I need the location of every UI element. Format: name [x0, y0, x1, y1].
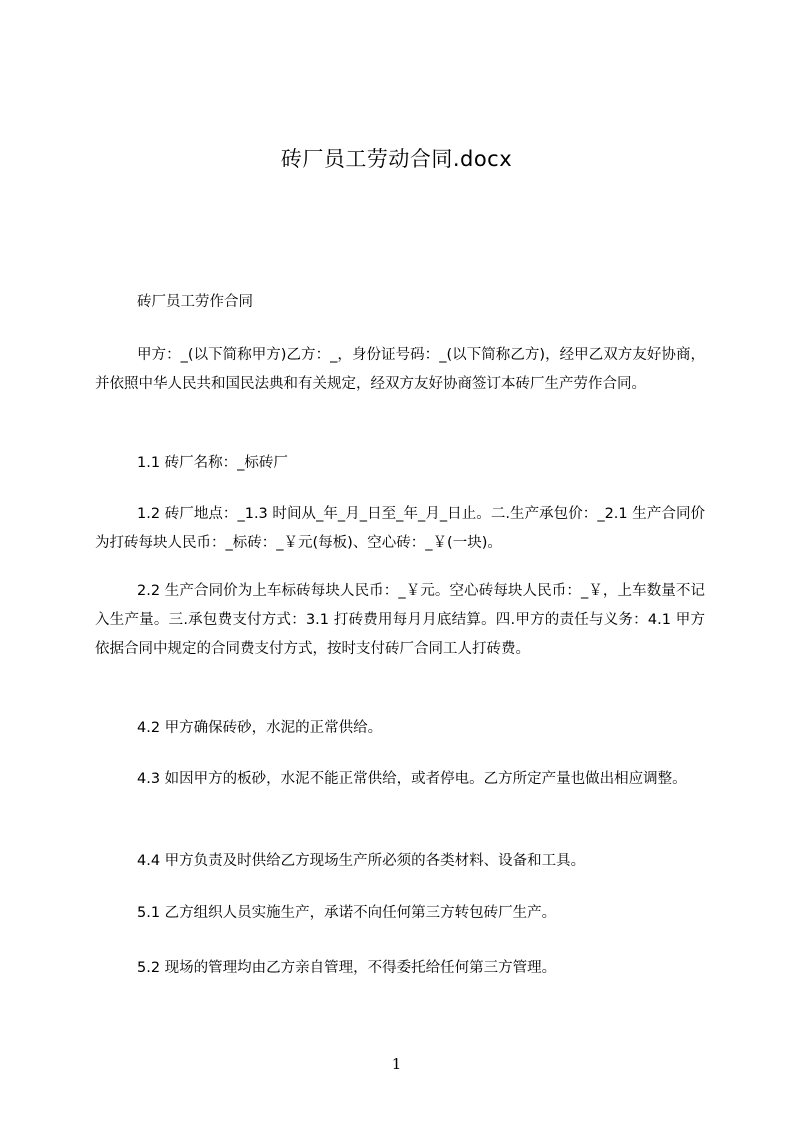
paragraph-1-1: 1.1 砖厂名称：_标砖厂: [137, 455, 288, 471]
paragraph-5-2: 5.2 现场的管理均由乙方亲自管理，不得委托给任何第三方管理。: [137, 960, 557, 976]
page-number: 1: [391, 1055, 402, 1073]
paragraph-5-1: 5.1 乙方组织人员实施生产，承诺不向任何第三方转包砖厂生产。: [137, 905, 557, 921]
document-title: 砖厂员工劳动合同.docx: [280, 147, 513, 171]
paragraph-4-2: 4.2 甲方确保砖砂，水泥的正常供给。: [137, 720, 383, 736]
paragraph-heading: 砖厂员工劳作合同: [137, 294, 253, 310]
paragraph-4-3: 4.3 如因甲方的板砂，水泥不能正常供给，或者停电。乙方所定产量也做出相应调整。: [137, 771, 687, 787]
paragraph-4-4: 4.4 甲方负责及时供给乙方现场生产所必须的各类材料、设备和工具。: [137, 853, 586, 869]
paragraph-2-2: 2.2 生产合同价为上车标砖每块人民币：_￥元。空心砖每块人民币：_￥，上车数量不记入生产量。三.承包费支付方式：3.1 打砖费用每月月底结算。四.甲方的责任与义务：4.1 甲方依据合同中规定的合同费支付方式，按时支付砖厂合同工人打砖费。: [95, 583, 705, 657]
paragraph-1-2: 1.2 砖厂地点：_1.3 时间从_年_月_日至_年_月_日止。二.生产承包价：_2.1 生产合同价为打砖每块人民币：_标砖：_￥元(每板)、空心砖：_￥(一块)。: [95, 506, 705, 551]
paragraph-parties: 甲方：_(以下简称甲方)乙方：_，身份证号码：_(以下简称乙方)，经甲乙双方友好协商，并依照中华人民共和国民法典和有关规定，经双方友好协商签订本砖厂生产劳作合同。: [95, 347, 705, 392]
